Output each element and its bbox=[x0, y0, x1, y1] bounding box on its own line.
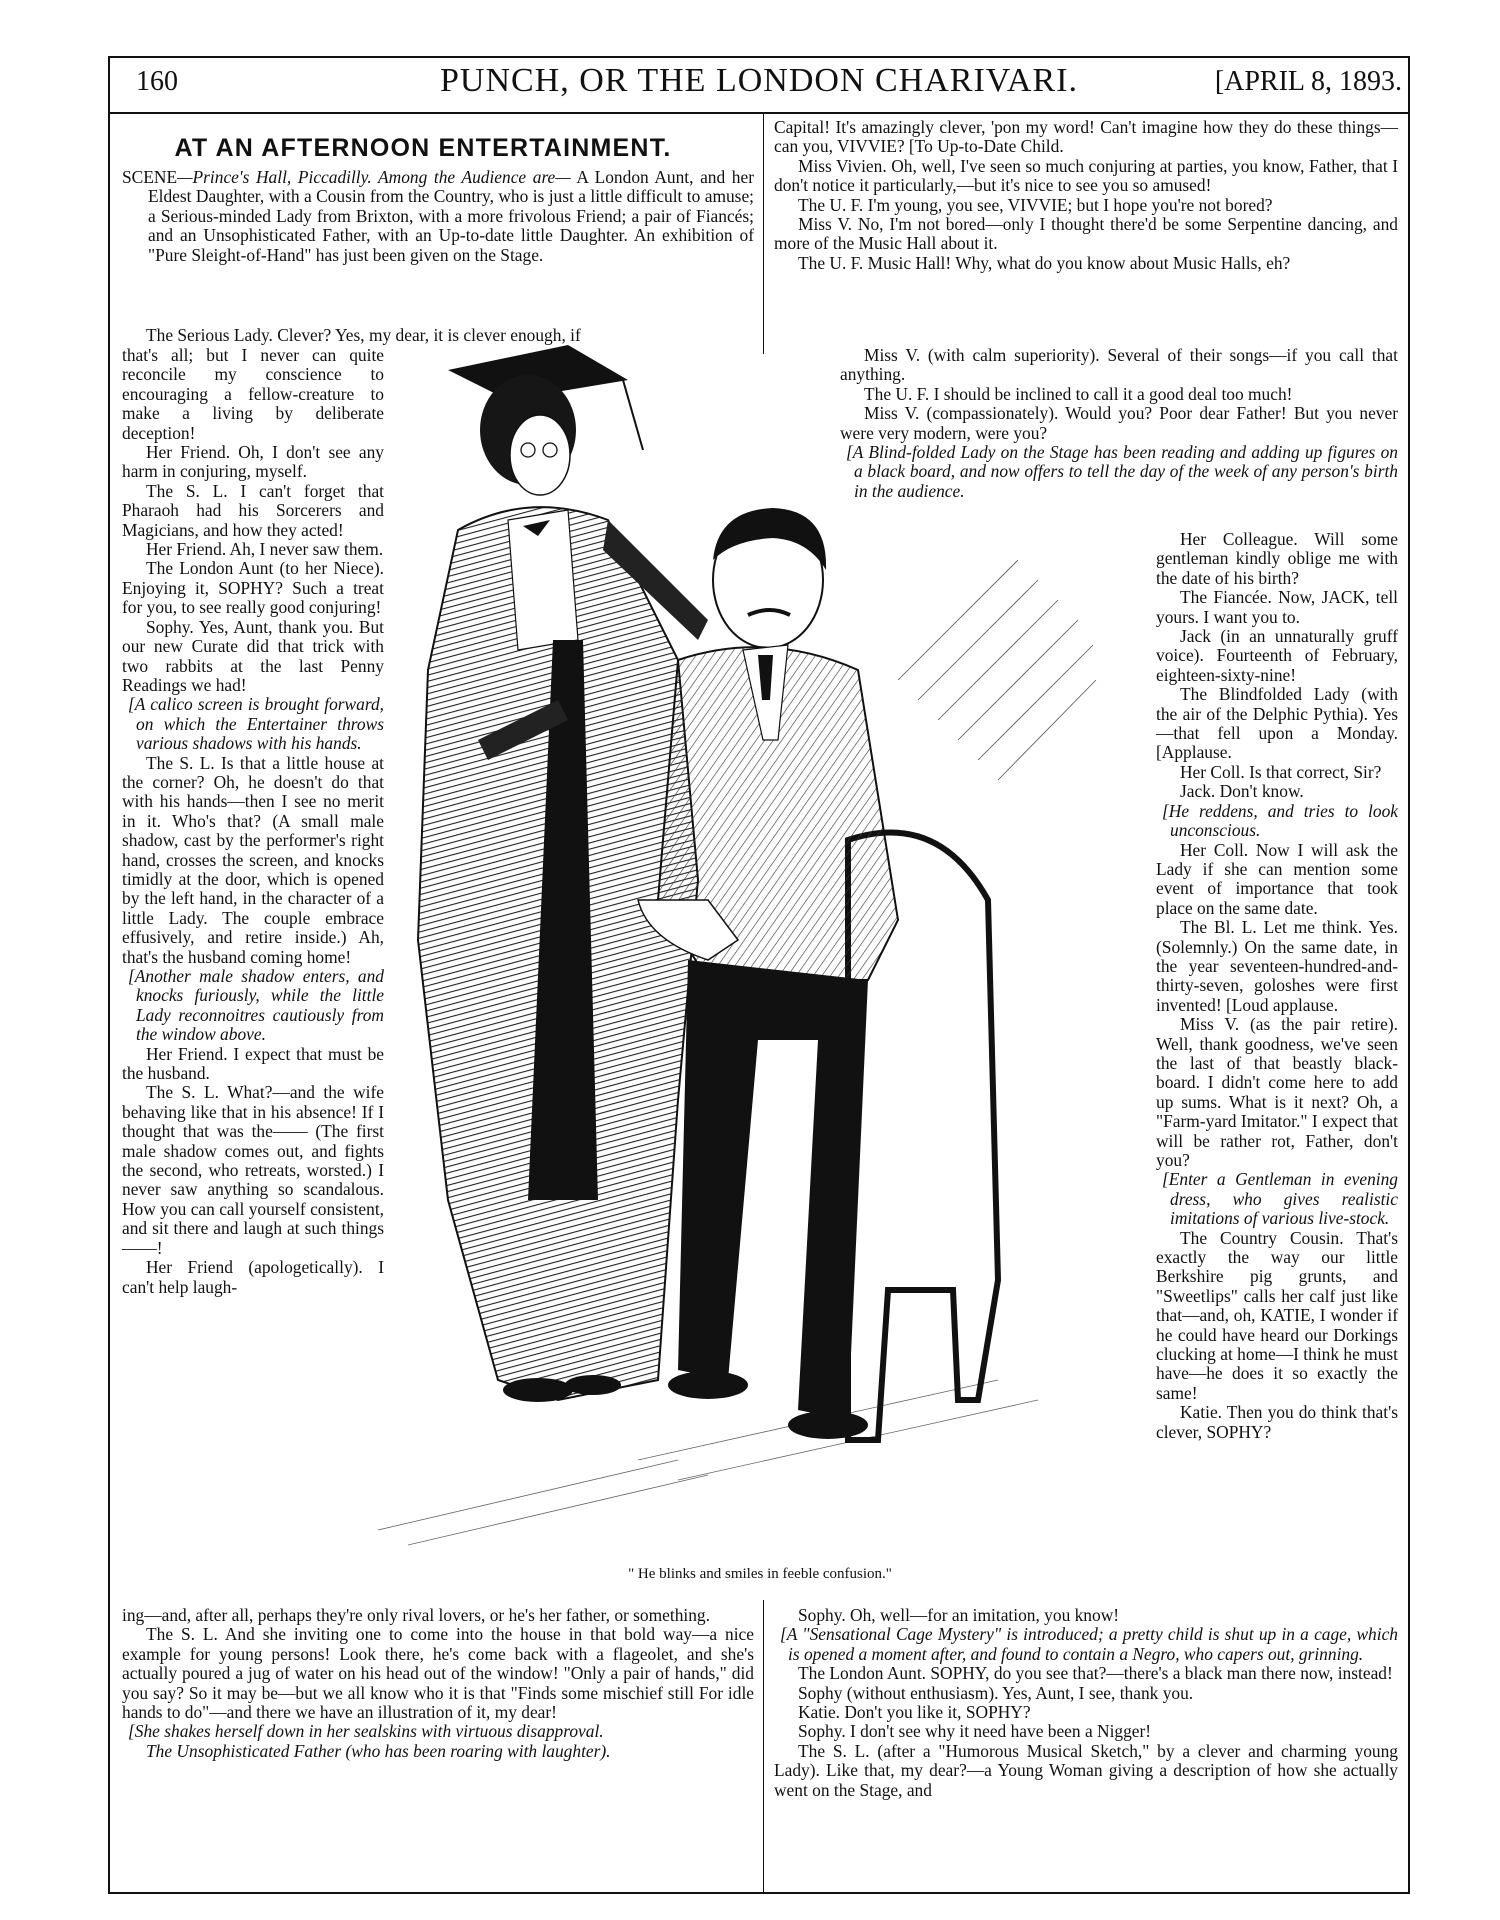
article-title: AT AN AFTERNOON ENTERTAINMENT. bbox=[174, 134, 672, 162]
background-shading bbox=[898, 560, 1096, 780]
left-bottom-column: ing—and, after all, perhaps they're only rival lovers, or he's her father, or something. The S. L. And she inviting one to come into the house in that bold way—a nice example for young persons! Look there, he's come back with a flageolet, and she's actually poured a jug of water on his head out of the window! "Only a pair of hands," did you say? So it may be—but we all know who it is that "Finds some mischief still For idle hands to do"—and there we have an illustration of it, my dear! [She shakes herself down in her sealskins with virtuous disapproval. The Unsophisticated Father (who has been roaring with laughter). bbox=[122, 1605, 754, 1761]
left-lead-line: The Serious Lady. Clever? Yes, my dear, it is clever enough, if bbox=[146, 325, 581, 345]
issue-date: [APRIL 8, 1893. bbox=[1214, 66, 1402, 97]
scene-characters: A London Aunt, and her Eldest Daughter, with a Cousin from the Country, who is just a little difficult to amuse; a Serious-minded Lady from Brixton, with a more frivolous Friend; a pair of Fiancés; and an Unsophisticated Father, with an Up-to-date little Daughter. An exhibition of "Pure Sleight-of-Hand" has just been given on the Stage. bbox=[148, 167, 755, 265]
floor-shadow bbox=[378, 1380, 1038, 1545]
scene-setting: —Prince's Hall, Piccadilly. Among the Audience are— bbox=[177, 167, 571, 187]
scene-label: SCENE bbox=[122, 167, 178, 187]
magazine-title: PUNCH, OR THE LONDON CHARIVARI. bbox=[439, 62, 1078, 99]
page-rule-bottom bbox=[108, 1892, 1410, 1894]
header-rule-top bbox=[108, 56, 1410, 58]
scene-description bbox=[122, 168, 754, 265]
right-top-column: Capital! It's amazingly clever, 'pon my word! Can't imagine how they do these things—can you, VIVVIE? [To Up-to-Date Child. Miss Vivien. Oh, well, I've seen so much conjuring at parties, you know, Father, that I don't notice it particularly,—but it's nice to see you so amused! The U. F. I'm young, you see, VIVVIE; but I hope you're not bored? Miss V. No, I'm not bored—only I thought there'd be some Serpentine dancing, and more of the Music Hall about it. The U. F. Music Hall! Why, what do you know about Music Halls, eh? bbox=[774, 117, 1398, 273]
page-rule-right bbox=[1408, 56, 1410, 1894]
right-narrow-column: Her Colleague. Will some gentleman kindly oblige me with the date of his birth? The Fiancée. Now, JACK, tell yours. I want you to. Jack (in an unnaturally gruff voice). Fourteenth of February, eighteen-sixty-nine! The Blindfolded Lady (with the air of the Delphic Pythia). Yes—that fell upon a Monday. [Applause. Her Coll. Is that correct, Sir? Jack. Don't know. [He reddens, and tries to look unconscious. Her Coll. Now I will ask the Lady if she can mention some event of importance that took place on the same date. The Bl. L. Let me think. Yes. (Solemnly.) On the same date, in the year seventeen-hundred-and-thirty-seven, goloshes were first invented! [Loud applause. Miss V. (as the pair retire). Well, thank goodness, we've seen the last of that beastly black-board. I didn't come here to add up sums. What is it next? Oh, a "Farm-yard Imitator." I expect that will be rather rot, Father, don't you? [Enter a Gentleman in evening dress, who gives realistic imitations of various live-stock. The Country Cousin. That's exactly the way our little Berkshire pig grunts, and "Sweetlips" calls her calf just like that—and, oh, KATIE, I wonder if he could have heard our Dorkings clucking at home—I think he must have—he does it so exactly the same! Katie. Then you do think that's clever, SOPHY? bbox=[1156, 529, 1398, 1442]
seated-man-figure bbox=[638, 508, 998, 1440]
column-divider-bottom bbox=[763, 1600, 764, 1892]
header-rule-bottom bbox=[108, 112, 1410, 114]
right-mid-column: Miss V. (with calm superiority). Several of their songs—if you call that anything. The U. F. I should be inclined to call it a good deal too much! Miss V. (compassionately). Would you? Poor dear Father! But you never were very modern, were you? [A Blind-folded Lady on the Stage has been reading and adding up figures on a black board, and now offers to tell the day of the week of any person's birth in the audience. bbox=[840, 345, 1398, 501]
left-column: that's all; but I never can quite reconcile my conscience to encouraging a fellow-creature to make a living by deliberate deception! Her Friend. Oh, I don't see any harm in conjuring, myself. The S. L. I can't forget that Pharaoh had his Sorcerers and Magicians, and how they acted! Her Friend. Ah, I never saw them. The London Aunt (to her Niece). Enjoying it, SOPHY? Such a treat for you, to see really good conjuring! Sophy. Yes, Aunt, thank you. But our new Curate did that trick with two rabbits at the last Penny Readings we had! [A calico screen is brought forward, on which the Entertainer throws various shadows with his hands. The S. L. Is that a little house at the corner? Oh, he doesn't do that with his hands—then I see no merit in it. Who's that? (A small male shadow, cast by the performer's right hand, crosses the screen, and knocks timidly at the door, which is opened by the left hand, in the character of a little Lady. The couple embrace effusively, and retire inside.) Ah, that's the husband coming home! [Another male shadow enters, and knocks furiously, while the little Lady reconnoitres cautiously from the window above. Her Friend. I expect that must be the husband. The S. L. What?—and the wife behaving like that in his absence! If I thought that was the—— (The first male shadow comes out, and fights the second, who retreats, worsted.) I never saw anything so scandalous. How you can call yourself consistent, and sit there and laugh at such things——! Her Friend (apologetically). I can't help laugh- bbox=[122, 345, 384, 1297]
right-bottom-column: Sophy. Oh, well—for an imitation, you know! [A "Sensational Cage Mystery" is introduced; a pretty child is shut up in a cage, which is opened a moment after, and found to contain a Negro, who capers out, grinning. The London Aunt. SOPHY, do you see that?—there's a black man there now, instead! Sophy (without enthusiasm). Yes, Aunt, I see, thank you. Katie. Don't you like it, SOPHY? Sophy. I don't see why it need have been a Nigger! The S. L. (after a "Humorous Musical Sketch," by a clever and charming young Lady). Like that, my dear?—a Young Woman giving a description of how she actually went on the Stage, and bbox=[774, 1605, 1398, 1800]
column-divider-top bbox=[763, 114, 764, 354]
page-number: 160 bbox=[136, 66, 178, 97]
page-rule-left bbox=[108, 56, 110, 1894]
engraving-illustration bbox=[378, 340, 1100, 1550]
page-header bbox=[108, 56, 1410, 112]
illustration-caption: " He blinks and smiles in feeble confusion." bbox=[628, 1566, 892, 1582]
